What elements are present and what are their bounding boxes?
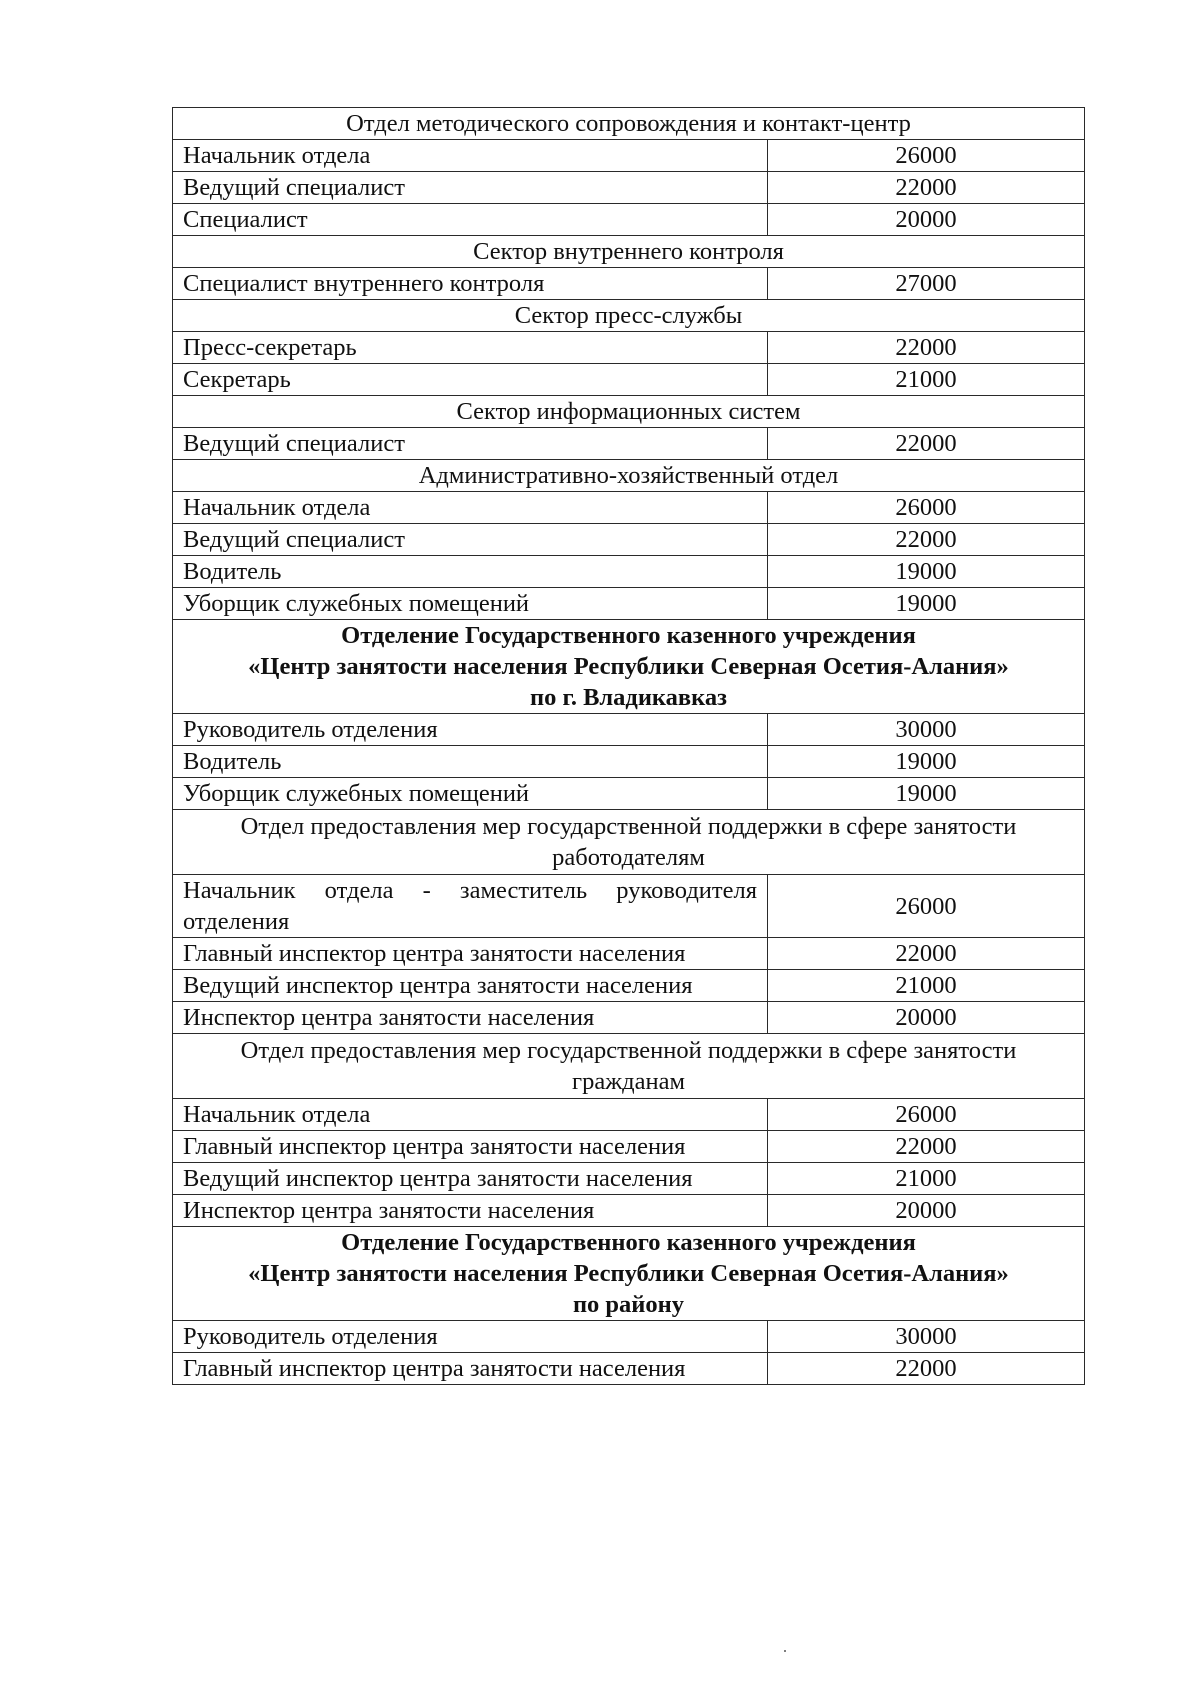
position-cell: Руководитель отделения [173, 1321, 768, 1353]
position-cell: Ведущий специалист [173, 524, 768, 556]
salary-cell: 22000 [768, 1353, 1085, 1385]
section-header-row [173, 396, 1085, 428]
table-row [173, 364, 1085, 396]
salary-cell: 26000 [768, 492, 1085, 524]
table-row [173, 1321, 1085, 1353]
salary-cell: 19000 [768, 746, 1085, 778]
section-title: Сектор информационных систем [173, 396, 1085, 428]
salary-cell: 22000 [768, 524, 1085, 556]
unit-header-row [173, 620, 1085, 714]
salary-cell: 22000 [768, 1131, 1085, 1163]
table-row [173, 332, 1085, 364]
position-cell: Специалист внутреннего контроля [173, 268, 768, 300]
position-cell: Руководитель отделения [173, 714, 768, 746]
table-row [173, 428, 1085, 460]
section-title: Отдел предоставления мер государственной поддержки в сфере занятости гражданам [173, 1034, 1085, 1099]
position-cell: Начальник отдела [173, 492, 768, 524]
section-header-row [173, 460, 1085, 492]
table-row [173, 778, 1085, 810]
position-cell: Начальник отдела - заместитель руководителя отделения [173, 875, 768, 938]
unit-title [173, 620, 1085, 714]
salary-cell: 22000 [768, 428, 1085, 460]
table-row [173, 172, 1085, 204]
salary-cell: 27000 [768, 268, 1085, 300]
salary-cell: 22000 [768, 938, 1085, 970]
table-row [173, 1131, 1085, 1163]
section-title: Сектор пресс-службы [173, 300, 1085, 332]
table-row [173, 1195, 1085, 1227]
salary-cell: 30000 [768, 714, 1085, 746]
salary-cell: 22000 [768, 172, 1085, 204]
salary-cell: 21000 [768, 1163, 1085, 1195]
table-row [173, 875, 1085, 938]
unit-title-line: «Центр занятости населения Республики Северная Осетия-Алания» [248, 653, 1009, 680]
table-row [173, 970, 1085, 1002]
table-row [173, 492, 1085, 524]
salary-cell: 26000 [768, 140, 1085, 172]
unit-title-line: по г. Владикавказ [529, 684, 728, 711]
position-cell: Ведущий специалист [173, 172, 768, 204]
position-cell: Ведущий инспектор центра занятости населения [173, 970, 768, 1002]
section-title: Административно-хозяйственный отдел [173, 460, 1085, 492]
section-header-row [173, 810, 1085, 875]
unit-title-line: Отделение Государственного казенного учреждения [341, 1229, 916, 1256]
section-header-row [173, 1034, 1085, 1099]
salary-cell: 20000 [768, 204, 1085, 236]
salary-table [172, 107, 1085, 1385]
position-cell: Главный инспектор центра занятости населения [173, 1353, 768, 1385]
section-header-row [173, 108, 1085, 140]
section-title: Отдел предоставления мер государственной поддержки в сфере занятости работодателям [173, 810, 1085, 875]
salary-cell: 19000 [768, 556, 1085, 588]
salary-cell: 19000 [768, 588, 1085, 620]
table-row [173, 524, 1085, 556]
section-title: Сектор внутреннего контроля [173, 236, 1085, 268]
table-row [173, 204, 1085, 236]
section-header-row [173, 300, 1085, 332]
table-row [173, 556, 1085, 588]
section-title: Отдел методического сопровождения и контакт-центр [173, 108, 1085, 140]
salary-cell: 20000 [768, 1002, 1085, 1034]
position-cell: Пресс-секретарь [173, 332, 768, 364]
position-cell: Инспектор центра занятости населения [173, 1195, 768, 1227]
position-cell: Уборщик служебных помещений [173, 778, 768, 810]
unit-title-line: «Центр занятости населения Республики Северная Осетия-Алания» [248, 1260, 1009, 1287]
table-row [173, 1099, 1085, 1131]
table-row [173, 1353, 1085, 1385]
unit-title-line: по району [572, 1291, 685, 1318]
table-row [173, 714, 1085, 746]
position-cell: Уборщик служебных помещений [173, 588, 768, 620]
salary-cell: 21000 [768, 364, 1085, 396]
unit-title-line: Отделение Государственного казенного учреждения [341, 622, 916, 649]
position-cell: Инспектор центра занятости населения [173, 1002, 768, 1034]
salary-cell: 19000 [768, 778, 1085, 810]
position-cell: Ведущий инспектор центра занятости населения [173, 1163, 768, 1195]
table-row [173, 1163, 1085, 1195]
salary-cell: 22000 [768, 332, 1085, 364]
salary-cell: 26000 [768, 875, 1085, 938]
unit-header-row [173, 1227, 1085, 1321]
table-row [173, 140, 1085, 172]
table-row [173, 746, 1085, 778]
scan-speck [784, 1650, 786, 1652]
table-row [173, 268, 1085, 300]
position-cell: Водитель [173, 556, 768, 588]
table-row [173, 588, 1085, 620]
document-page [172, 107, 1084, 1385]
position-cell: Начальник отдела [173, 1099, 768, 1131]
position-cell: Секретарь [173, 364, 768, 396]
table-row [173, 1002, 1085, 1034]
position-cell: Начальник отдела [173, 140, 768, 172]
position-cell: Водитель [173, 746, 768, 778]
position-cell: Ведущий специалист [173, 428, 768, 460]
salary-cell: 21000 [768, 970, 1085, 1002]
salary-cell: 20000 [768, 1195, 1085, 1227]
salary-cell: 26000 [768, 1099, 1085, 1131]
section-header-row [173, 236, 1085, 268]
position-cell: Главный инспектор центра занятости населения [173, 938, 768, 970]
unit-title [173, 1227, 1085, 1321]
table-row [173, 938, 1085, 970]
salary-cell: 30000 [768, 1321, 1085, 1353]
position-cell: Главный инспектор центра занятости населения [173, 1131, 768, 1163]
position-cell: Специалист [173, 204, 768, 236]
